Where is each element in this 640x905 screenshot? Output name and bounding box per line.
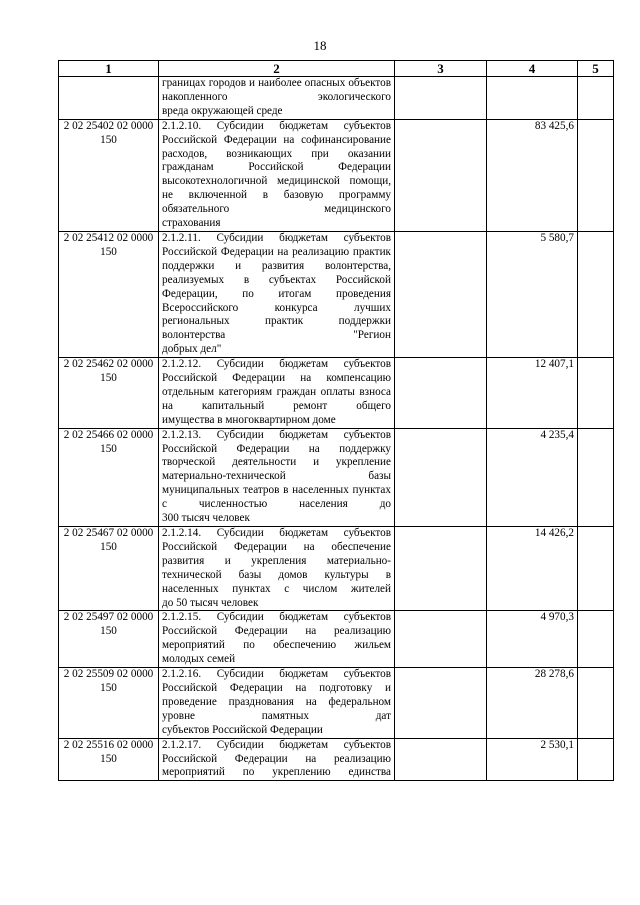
table-row — [59, 668, 614, 739]
budget-table — [58, 60, 614, 781]
description-line: 2.1.2.16. Субсидии бюджетам субъектов — [162, 668, 391, 681]
table-body — [59, 77, 614, 781]
table-row — [59, 738, 614, 781]
amount-cell: 14 426,2 — [487, 527, 578, 611]
table-row — [59, 611, 614, 668]
page-number: 18 — [313, 38, 327, 53]
table-row — [59, 358, 614, 429]
column-5-cell — [578, 428, 614, 526]
description-line: проведения Всероссийского конкурса — [162, 287, 391, 314]
column-5-cell — [578, 77, 614, 120]
description-line: материально-технической базы — [162, 470, 391, 483]
description-line: волонтерства, реализуемых в субъектах — [162, 259, 391, 286]
description-line: Российской Федерации на — [162, 133, 295, 146]
description-last-line: субъектов Российской Федерации — [162, 723, 323, 736]
description-last-line: 300 тысяч человек — [162, 512, 250, 525]
column-5-cell — [578, 527, 614, 611]
description-cell — [159, 668, 395, 739]
column-3-cell — [395, 231, 487, 357]
description-line: взноса на капитальный ремонт общего — [162, 385, 392, 412]
description-line: проведение празднования на — [162, 695, 317, 708]
code-cell: 2 02 25402 02 0000 150 — [59, 119, 159, 231]
description-last-line: молодых семей — [162, 653, 236, 666]
code-cell: 2 02 25466 02 0000 150 — [59, 428, 159, 526]
description-line: Российской Федерации на реализацию — [162, 625, 391, 638]
description-cell — [159, 77, 395, 120]
description-line: помощи, не включенной в базовую — [162, 175, 391, 202]
description-line: объектов накопленного экологического — [162, 77, 391, 103]
header-cell: 2 — [159, 61, 395, 77]
table-row — [59, 231, 614, 357]
description-line: 2.1.2.15. Субсидии бюджетам субъектов — [162, 611, 391, 624]
description-line: 2.1.2.10. Субсидии бюджетам субъектов — [162, 119, 391, 132]
column-3-cell — [395, 668, 487, 739]
description-line: пунктах с численностью населения до — [162, 484, 391, 511]
description-cell — [159, 231, 395, 357]
description-line: муниципальных театров в населенных — [162, 484, 349, 497]
description-cell — [159, 738, 395, 781]
table-row — [59, 119, 614, 231]
description-last-line: вреда окружающей среде — [162, 104, 283, 117]
description-line: высокотехнологичной медицинской — [162, 175, 340, 188]
column-3-cell — [395, 611, 487, 668]
amount-cell: 12 407,1 — [487, 358, 578, 429]
description-line: программу обязательного медицинского — [162, 189, 391, 216]
amount-cell: 83 425,6 — [487, 119, 578, 231]
description-line: 2.1.2.12. Субсидии бюджетам субъектов — [162, 358, 391, 371]
description-line: Российской Федерации на компенсацию — [162, 372, 391, 385]
column-3-cell — [395, 428, 487, 526]
column-5-cell — [578, 119, 614, 231]
description-line: Российской Федерации — [248, 161, 392, 174]
code-cell: 2 02 25412 02 0000 150 — [59, 231, 159, 357]
description-line: Российской Федерации на реализацию — [162, 245, 350, 258]
description-line: границах городов и наиболее опасных — [162, 77, 346, 89]
amount-cell: 28 278,6 — [487, 668, 578, 739]
description-line: развития и укрепления материально- — [162, 554, 391, 567]
description-cell — [159, 358, 395, 429]
header-cell: 5 — [578, 61, 614, 77]
code-cell — [59, 77, 159, 120]
table-row — [59, 77, 614, 120]
description-line: 2.1.2.17. Субсидии бюджетам субъектов — [162, 738, 391, 751]
header-row — [59, 61, 614, 77]
column-3-cell — [395, 77, 487, 120]
description-line: 2.1.2.14. Субсидии бюджетам субъектов — [162, 527, 391, 539]
description-cell — [159, 611, 395, 668]
column-3-cell — [395, 527, 487, 611]
description-cell — [159, 527, 395, 611]
code-cell: 2 02 25467 02 0000 150 — [59, 527, 159, 611]
description-cell — [159, 119, 395, 231]
description-last-line: до 50 тысяч человек — [162, 596, 259, 609]
description-line: творческой деятельности и укрепление — [162, 456, 391, 469]
column-3-cell — [395, 738, 487, 781]
amount-cell: 4 970,3 — [487, 611, 578, 668]
description-line: населенных пунктах с числом жителей — [162, 582, 391, 595]
table-row — [59, 428, 614, 526]
amount-cell — [487, 77, 578, 120]
description-line: 2.1.2.13. Субсидии бюджетам субъектов — [162, 428, 391, 441]
code-cell: 2 02 25509 02 0000 150 — [59, 668, 159, 739]
description-last-line: страхования — [162, 217, 221, 230]
header-cell: 3 — [395, 61, 487, 77]
description-cell — [159, 428, 395, 526]
description-line: Российской Федерации на подготовку и — [162, 681, 391, 694]
description-line: Российской Федерации, по итогам — [162, 273, 391, 300]
description-line: мероприятий по укреплению единства — [162, 766, 391, 779]
code-cell: 2 02 25497 02 0000 150 — [59, 611, 159, 668]
description-line: Российской Федерации на реализацию — [162, 752, 391, 765]
amount-cell: 5 580,7 — [487, 231, 578, 357]
description-line: практик поддержки и развития — [162, 245, 391, 272]
column-5-cell — [578, 611, 614, 668]
header-cell: 1 — [59, 61, 159, 77]
description-line: софинансирование расходов, — [162, 133, 391, 160]
description-line: мероприятий по обеспечению жильем — [162, 639, 391, 652]
description-line: лучших региональных практик — [162, 301, 391, 328]
column-3-cell — [395, 119, 487, 231]
column-5-cell — [578, 231, 614, 357]
description-line: отдельным категориям граждан оплаты — [162, 385, 355, 398]
column-5-cell — [578, 358, 614, 429]
description-line: поддержки волонтерства "Регион — [162, 315, 391, 342]
description-line: возникающих при оказании гражданам — [162, 147, 391, 174]
table-row — [59, 527, 614, 611]
description-line: Российской Федерации на обеспечение — [162, 540, 391, 553]
description-last-line: имущества в многоквартирном доме — [162, 413, 336, 426]
amount-cell: 2 530,1 — [487, 738, 578, 781]
description-line: технической базы домов культуры в — [162, 568, 391, 581]
description-line: федеральном уровне памятных дат — [162, 695, 392, 722]
column-3-cell — [395, 358, 487, 429]
header-cell: 4 — [487, 61, 578, 77]
column-5-cell — [578, 738, 614, 781]
amount-cell: 4 235,4 — [487, 428, 578, 526]
description-line: 2.1.2.11. Субсидии бюджетам субъектов — [162, 231, 391, 244]
description-last-line: добрых дел" — [162, 343, 222, 356]
column-5-cell — [578, 668, 614, 739]
code-cell: 2 02 25462 02 0000 150 — [59, 358, 159, 429]
description-line: Российской Федерации на поддержку — [162, 442, 391, 455]
code-cell: 2 02 25516 02 0000 150 — [59, 738, 159, 781]
